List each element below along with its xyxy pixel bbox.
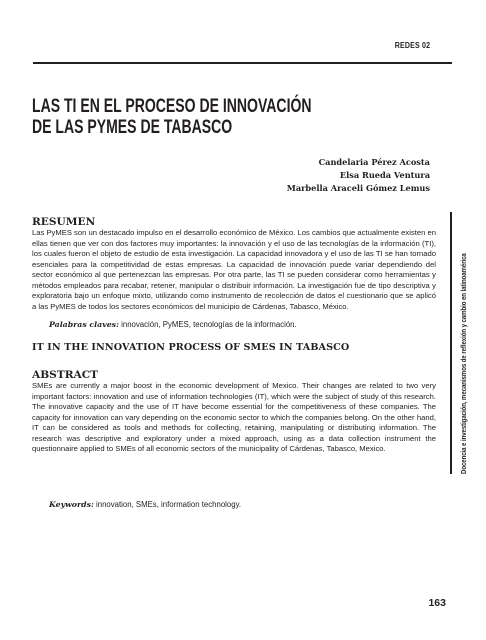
keywords-label: Keywords: (49, 500, 94, 509)
page-number: 163 (428, 597, 446, 609)
abstract-heading: ABSTRACT (32, 369, 99, 381)
keywords-value: innovación, PyMES, tecnologías de la información. (121, 320, 297, 329)
author-list (287, 156, 430, 194)
author-name: Marbella Araceli Gómez Lemus (286, 182, 430, 193)
article-title (32, 95, 312, 138)
keywords (49, 500, 241, 509)
keywords-label: Palabras claves: (49, 320, 119, 329)
side-rule (450, 212, 452, 474)
top-rule (33, 62, 452, 64)
resumen-text: Las PyMES son un destacado impulso en el desarrollo económico de México. Los cambios que actualmente existen en ellas tienen que ver con dos factores muy importantes: la innovación y el uso de las tecnologías de la información (TI), los cuales fueron el objeto de estudio de esta investigación. La capacidad innovadora y el uso de las TI se han tornado esenciales para la competitividad de estas empresas. La capacidad de innovación puede variar dependiendo del sector económico al que pertenezcan las empresas. Por otra parte, las TI se pueden considerar como herramientas y métodos empleados para recabar, retener, manipular o distribuir información. La investigación fue de tipo descriptiva y exploratoria bajo un enfoque mixto, utilizando como instrumento de recolección de datos el cuestionario que se aplicó a las PyMES de todos los sectores económicos del municipio de Cárdenas, Tabasco, México. (32, 228, 436, 311)
side-label (460, 212, 468, 474)
english-title: IT IN THE INNOVATION PROCESS OF SMES IN TABASCO (32, 342, 350, 353)
side-label-text: Docencia e investigación, mecanismos de reflexión y cambio en latinoamérica (460, 253, 468, 474)
abstract-text: SMEs are currently a major boost in the economic development of Mexico. Their changes are related to two very important factors: innovation and use of information technologies (IT), which were the subject of study of this research. The innovative capacity and the use of IT have become essential for the competitiveness of these companies. The capacity for innovation can vary depending on the economic sector to which the companies belong. On the other hand, IT can be considered as tools and methods for collecting, retaining, manipulating or distributing information. The research was descriptive and exploratory under a mixed approach, using as a data collection instrument the questionnaire applied to SMEs of all economic sectors of the municipality of Cárdenas, Tabasco, Mexico. (32, 381, 436, 453)
author-name: Candelaria Pérez Acosta (318, 157, 430, 167)
resumen-heading: RESUMEN (32, 216, 96, 228)
palabras-claves (49, 320, 297, 329)
author-name: Elsa Rueda Ventura (339, 169, 430, 180)
article-title-line-1: LAS TI EN EL PROCESO DE INNOVACIÓN (32, 95, 312, 117)
article-title-line-2: DE LAS PYMES DE TABASCO (32, 116, 233, 138)
keywords-value: innovation, SMEs, information technology. (96, 500, 242, 509)
section-tag: REDES 02 (394, 40, 430, 50)
